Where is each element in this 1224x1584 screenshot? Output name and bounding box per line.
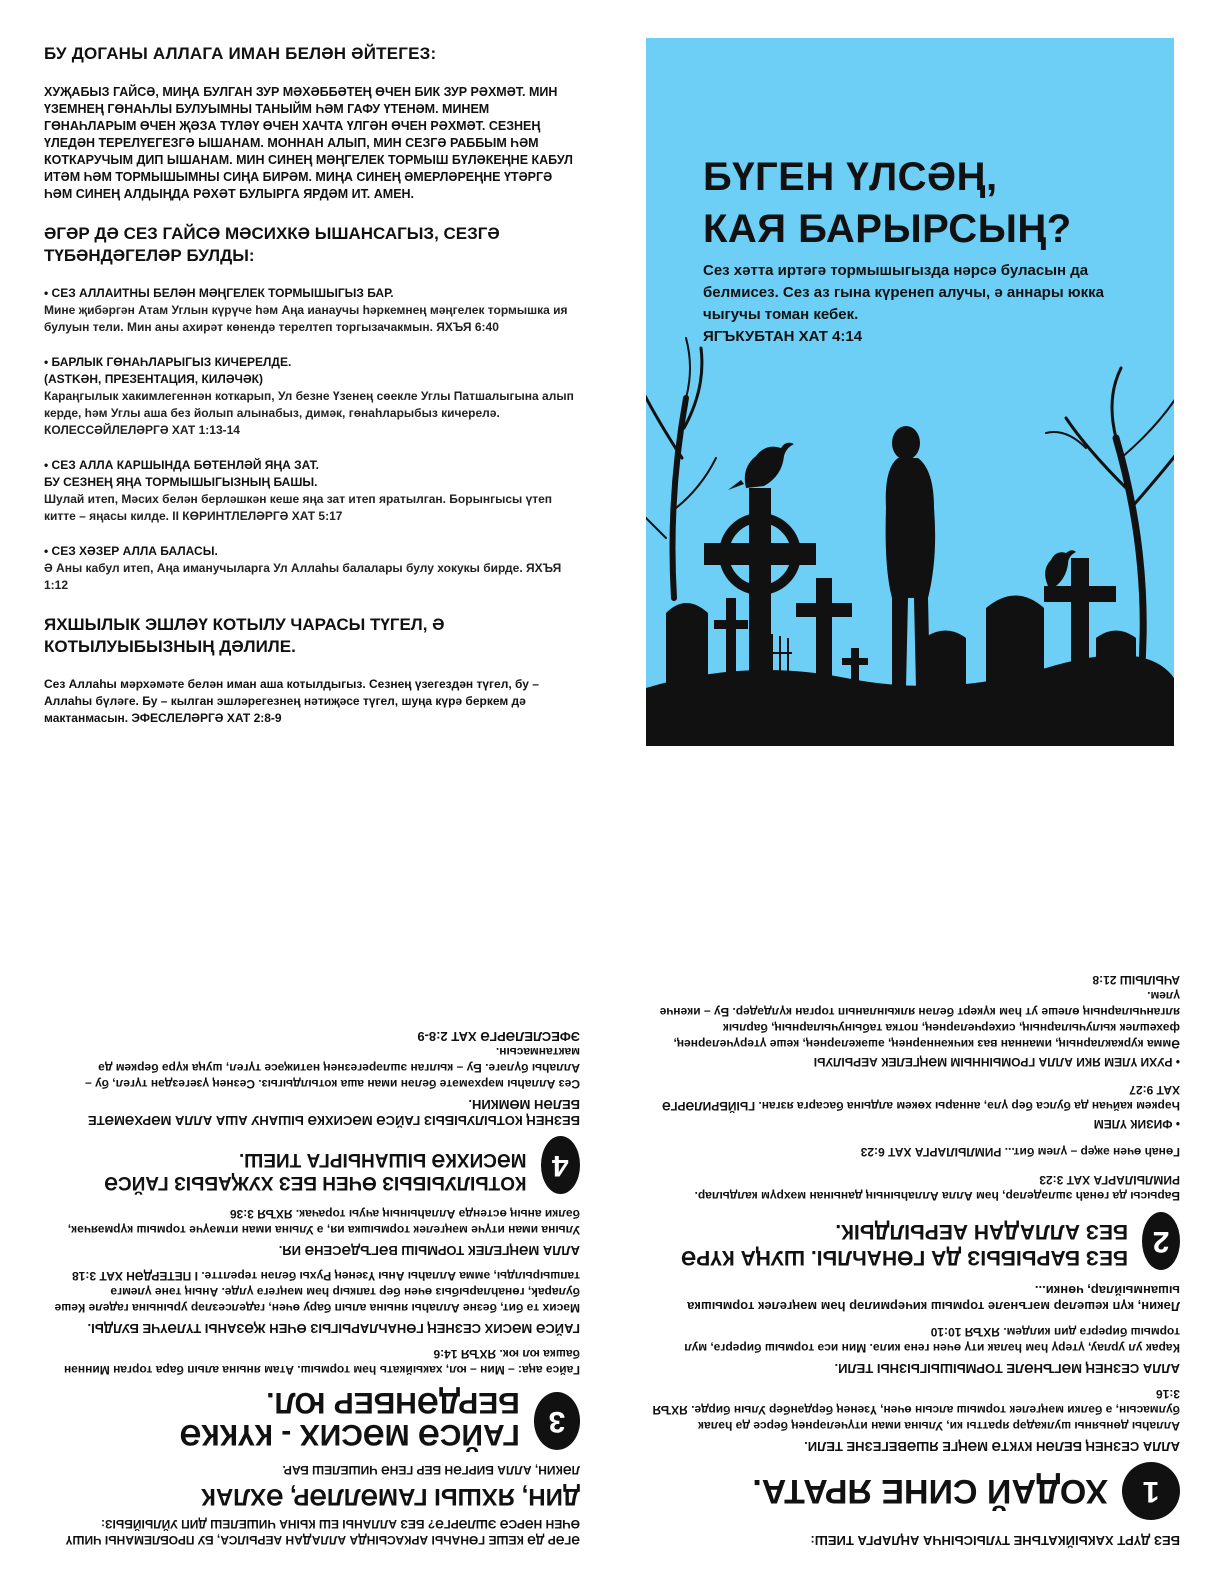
section-1-title: ХОДАЙ СИНЕ ЯРАТА.: [752, 1472, 1108, 1510]
section-2-bullet-1-text: Һәркем кайчан да булса бер үлә, аннары хөкем алдына басарга язган. ГЫЙБРИЛӘРГӘ ХАТ 9:27: [662, 1083, 1180, 1113]
section-4-head: БЕЗНЕҢ КОТЫЛУЫБЫЗ ГАЙСӘ МӘСИХКӘ ЫШАНУ АША АЛЛА МӘРХӘМӘТЕ БЕЛӘН МӨМКИН.: [87, 1097, 580, 1128]
benefit-4: [44, 543, 574, 594]
section-1-head-2: АЛЛА СЕЗНЕҢ МӘГЪНӘЛЕ ТОРМЫШЫГЫЗНЫ ТЕЛИ.: [834, 1361, 1180, 1376]
section-2-text-2: Гөнаһ өчен әҗер – үлем бит... РИМЛЫЛАРГА ХАТ 6:23: [860, 1145, 1180, 1159]
benefit-text: Мине җибәргән Атам Углын күрүче һәм Аңа ианаучы һәркемнең мәңгелек тормышка ия булуын тели. Мин аны ахирәт көнендә терелтеп торгызачакмын. ЯХЪЯ 6:40: [44, 303, 568, 334]
section-4-ref: ЭФЕСЛЕЛӘРГӘ ХАТ 2:8-9: [417, 1029, 580, 1044]
benefit-text: Шулай итеп, Мәсих белән берләшкән кеше яңа зат итеп яратылган. Борынгысы үтеп китте – яңасы килде. II КӨРИНТЛЕЛӘРГӘ ХАТ 5:17: [44, 492, 553, 523]
benefit-title: • СЕЗ АЛЛАИТНЫ БЕЛӘН МӘҢГЕЛЕК ТОРМЫШЫГЫЗ БАР.: [44, 286, 394, 300]
benefit-3: [44, 457, 574, 525]
section-3-text-3: Улына иман итүче мәңгелек тормышка ия, ә Улына иман итмәүче тормыш күрмәячәк, бәлки аның өстендә Аллаһының ачуы торачак. ЯХЪЯ 3:36: [67, 1207, 580, 1237]
section-3-text-2: Мәсих тә бит, безне Аллаһы янына алып бару өчен, гаделсезләр урынына гаделе Кеше булараk, гөнаһларыбыз өчен бер тапкыр һәм мәңгегә үлде. Аның тәне үлемгә тапшырылды, әмма Аллаһы Аны Үзенең Рухы белән терелтте. I ПЕТЕРДӘН ХАТ 3:18: [54, 1269, 580, 1315]
section-3: [40, 1386, 580, 1450]
benefit-text: Караңгылык хакимлегеннән коткарып, Ул безне Үзенең сөекле Углы Патшалыгына алып керде, һәм Углы аша без йолып алынабыз, димәк, гөнаһларыбыз кичерелә. КОЛЕССӘЙЛЕЛӘРГӘ ХАТ 1:13-14: [44, 389, 574, 437]
truths-intro: БЕЗ ДҮРТ ХАКЫЙКАТЬНЕ ТҮЛЫСЫНЧА АҢЛАРГА ТИЕШ:: [810, 1533, 1180, 1548]
section-1-text-3: Ләкин, күп кешеләр мәгънәле тормыш кичермиләр һәм мәңгелек тормышка ышанмыйлар, чөнки...: [687, 1283, 1180, 1314]
section-2-number: 2: [1142, 1212, 1180, 1270]
benefit-title: • БАРЛЫК ГӨНАҺЛАРЫГЫЗ КИЧЕРЕЛДЕ. (ASTKӘН, ПРЕЗЕНТАЦИЯ, КИЛӘЧӘК): [44, 355, 292, 386]
closing-text: Сез Аллаһы мәрхәмәте белән иман аша котылдыгыз. Сезнең үзегездән түгел, бу – Аллаһы бүләге. Бу – кылган эшләрегезнең нәтиҗәсе түгел, шуңа күрә беркем дә мактанмасын. ЭФЕСЛЕЛӘРГӘ ХАТ 2:8-9: [44, 677, 539, 725]
section-4-title: КОТЫЛУЫБЫЗ ӨЧЕН БЕЗ ХУҖАБЫЗ ГАЙСӘ МӘСИХКӘ ЫШАНЫРГА ТИЕШ.: [104, 1149, 527, 1193]
benefit-title: • СЕЗ АЛЛА КАРШЫНДА БӨТЕНЛӘЙ ЯҢА ЗАТ. БУ СЕЗНЕҢ ЯҢА ТОРМЫШЫГЫЗНЫҢ БАШЫ.: [44, 458, 319, 489]
section-2-ref: АЧЫЛЫШ 21:8: [1092, 973, 1180, 987]
section-2-text-1: Барысы да гөнаһ эшләделәр, һәм Алла Аллаһының данынан мәхрүм калдылар. РИМЛЫЛАРГА ХАТ 3:23: [694, 1173, 1180, 1203]
section-1-number: 1: [1122, 1462, 1180, 1520]
cover-verse-text: Сез хәтта иртәгә тормышыгызда нәрсә буласын да белмисез. Сез аз гына күренеп алучы, ә аннары юкка чыгучы томан кебек.: [703, 262, 1104, 323]
section-4-number: 4: [541, 1136, 580, 1194]
panel-prayer: [44, 44, 574, 727]
cover-title-line1: БҮГЕН ҮЛСӘҢ,: [703, 155, 998, 199]
section-3-head-3: АЛЛА МӘҢГЕЛЕК ТОРМЫШ ВӘГЪДӘСЕНӘ ИЯ.: [278, 1243, 580, 1258]
cover-title-line2: КАЯ БАРЫРСЫҢ?: [703, 207, 1072, 251]
section-2: [640, 1212, 1180, 1270]
cover-verse-ref: ЯГЪКУБТАН ХАТ 4:14: [703, 328, 863, 345]
section-2-bullet-2: • РУХИ ҮЛЕМ ЯКИ АЛЛА ГРОМЫННЫМ МӘҢГЕЛЕК АЕРЫЛУЫ: [813, 1055, 1180, 1069]
solution-one: ЛӘКИН, АЛЛА БИРГӘН БЕР ГЕНӘ ЧИШЕЛЕШ БАР.: [282, 1463, 580, 1477]
solution-options: ДИН, ЯХШЫ ГАМӘЛЛӘР, ӘХЛАК: [201, 1483, 580, 1510]
prayer-text: ХУҖАБЫЗ ГАЙСӘ, МИҢА БУЛГАН ЗУР МӘХӘББӘТЕҢ ӨЧЕН БИК ЗУР РӘХМӘТ. МИН ҮЗЕМНЕҢ ГӨНАҺЛЫ БУЛУЫМНЫ ТАНЫЙМ ҺӘМ ГАФУ ҮТЕНӘМ. МИНЕМ ГӨНАҺЛАРЫМ ӨЧЕН ҖӘЗА ТҮЛӘҮ ӨЧЕН ХАЧТА ҮЛГӘН ӨЧЕН РӘХМӘТ. СЕЗНЕҢ ҮЛЕДӘН ТЕРЕЛҮЕГЕЗГӘ ЫШАНАМ. МОННАН АЛЫП, МИН СЕЗГӘ РАББЫМ ҺӘМ КОТКАРУЧЫМ ДИП ЫШАНАМ. МИН СИНЕҢ МӘҢГЕЛЕК ТОРМЫШ БҮЛӘКЕҢНЕ КАБУЛ ИТӘМ ҺӘМ ТОРМЫШЫМНЫ СИҢА БИРӘМ. МИҢА СИНЕҢ ӘМЕРЛӘРЕҢНЕ ҮТӘРГӘ ҺӘМ СИНЕҢ АЛДЫҢДА РӘХӘТ БУЛЫРГА ЯРДӘМ ИТ. АМЕН.: [44, 85, 573, 201]
benefits-heading: ӘГӘР ДӘ СЕЗ ГАЙСӘ МӘСИХКӘ ЫШАНСАГЫЗ, СЕЗГӘ ТҮБӘНДӘГЕЛӘР БУЛДЫ:: [44, 224, 500, 265]
cover-panel: [646, 38, 1174, 746]
section-2-title: БЕЗ БАРЫБЫЗ ДА ГӨНАҺЛЫ. ШУҢА КҮРӘ БЕЗ АЛЛАДАН АЕРЫЛДЫК.: [680, 1220, 1129, 1269]
panel-sections-1-2: [640, 832, 1180, 1548]
cemetery-illustration: [646, 38, 1174, 746]
section-1-head: АЛЛА СЕЗНЕҢ БЕЛӘН КҮКТӘ МӘҢГЕ ЯШӘВЕГЕЗНЕ ТЕЛИ.: [804, 1439, 1180, 1454]
section-1-text-2: Карак ул урлау, үтерү һәм һәлак итү өчен генә килә. Мин исә тормыш бирергә, мул тормыш бирергә дип килдем. ЯХЪЯ 10:10: [684, 1325, 1180, 1355]
section-3-number: 3: [534, 1392, 580, 1450]
section-1: [640, 1462, 1180, 1520]
benefit-title: • СЕЗ ХӘЗЕР АЛЛА БАЛАСЫ.: [44, 544, 218, 558]
benefit-text: Ә Аны кабул итеп, Аңа иманучыларга Ул Аллаһы балалары булу хокукы бирде. ЯХЪЯ 1:12: [44, 561, 562, 592]
benefit-2: [44, 354, 574, 439]
solution-intro: ӘГӘР ДӘ КЕШЕ ГӨНАҺЫ АРКАСЫНДА АЛЛАДАН АЕРЫЛСА, БУ ПРОБЛЕМАНЫ ЧИШҮ ӨЧЕН НӘРСӘ ЭШЛӘРГӘ? БЕЗ АЛЛАНЫ ЕШ КЫНА ЧИШЕЛЕШ ДИП УЙЛЫЙБЫЗ:: [65, 1517, 580, 1547]
section-3-text-1: Гайсә аңа: – Мин – юл, хакыйкать һәм тормыш. Атам янына алып бара торган Миннән башка юл юк. ЯХЪЯ 14:6: [64, 1347, 580, 1377]
benefit-1: [44, 285, 574, 336]
section-4: [40, 1136, 580, 1194]
section-4-text: Сез Аллаһы мәрхәмәте белән иман аша котылдыгыз. Сезнең үзегездән түгел, бу – Аллаһы бүләге. Бу – кылган эшләрегезнең нәтиҗәсе түгел, шуңа күрә беркем дә мактанмасын.: [85, 1045, 580, 1091]
section-2-bullet-1: • ФИЗИК ҮЛЕМ: [1093, 1117, 1180, 1131]
section-3-head-2: ГАЙСӘ МӘСИХ СЕЗНЕҢ ГӨНАҺЛАРЫГЫЗ ӨЧЕН ҖӘЗАНЫ ТҮЛӘҮЧЕ БУЛДЫ.: [87, 1321, 580, 1336]
section-3-title: ГАЙСӘ МӘСИХ - КҮККӘ БЕРДӘНБЕР ЮЛ.: [179, 1386, 520, 1451]
good-works-heading: ЯХШЫЛЫК ЭШЛӘҮ КОТЫЛУ ЧАРАСЫ ТҮГЕЛ, Ә КОТЫЛУЫБЫЗНЫҢ ДӘЛИЛЕ.: [44, 615, 445, 656]
section-1-text: Аллаһы дөньяны шулкадәр яратты ки, Улына иман итүчеләрнең берсе дә һәлак булмасын, ә бәлки мәңгелек тормыш алсын өчен, Үзенең бердәнбер Улын бирде. ЯХЪЯ 3:16: [652, 1387, 1180, 1433]
section-2-bullet-2-text: Әмма куркакларның, иманнан ваз кичкәннәрнең, әшәкеләрнең, кеше үтерүчеләрнең, фәхешлек кылучыларның, сихерчеләрнең, потка табынучыларның, барлык ялганчыларның өлеше ут һәм күкерт белән ялкынланып торган күлдәдер. Бу – икенче үлем.: [659, 989, 1180, 1051]
panel-sections-3-4: [40, 832, 580, 1548]
prayer-heading: БУ ДОГАНЫ АЛЛАГА ИМАН БЕЛӘН ӘЙТЕГЕЗ:: [44, 44, 437, 63]
